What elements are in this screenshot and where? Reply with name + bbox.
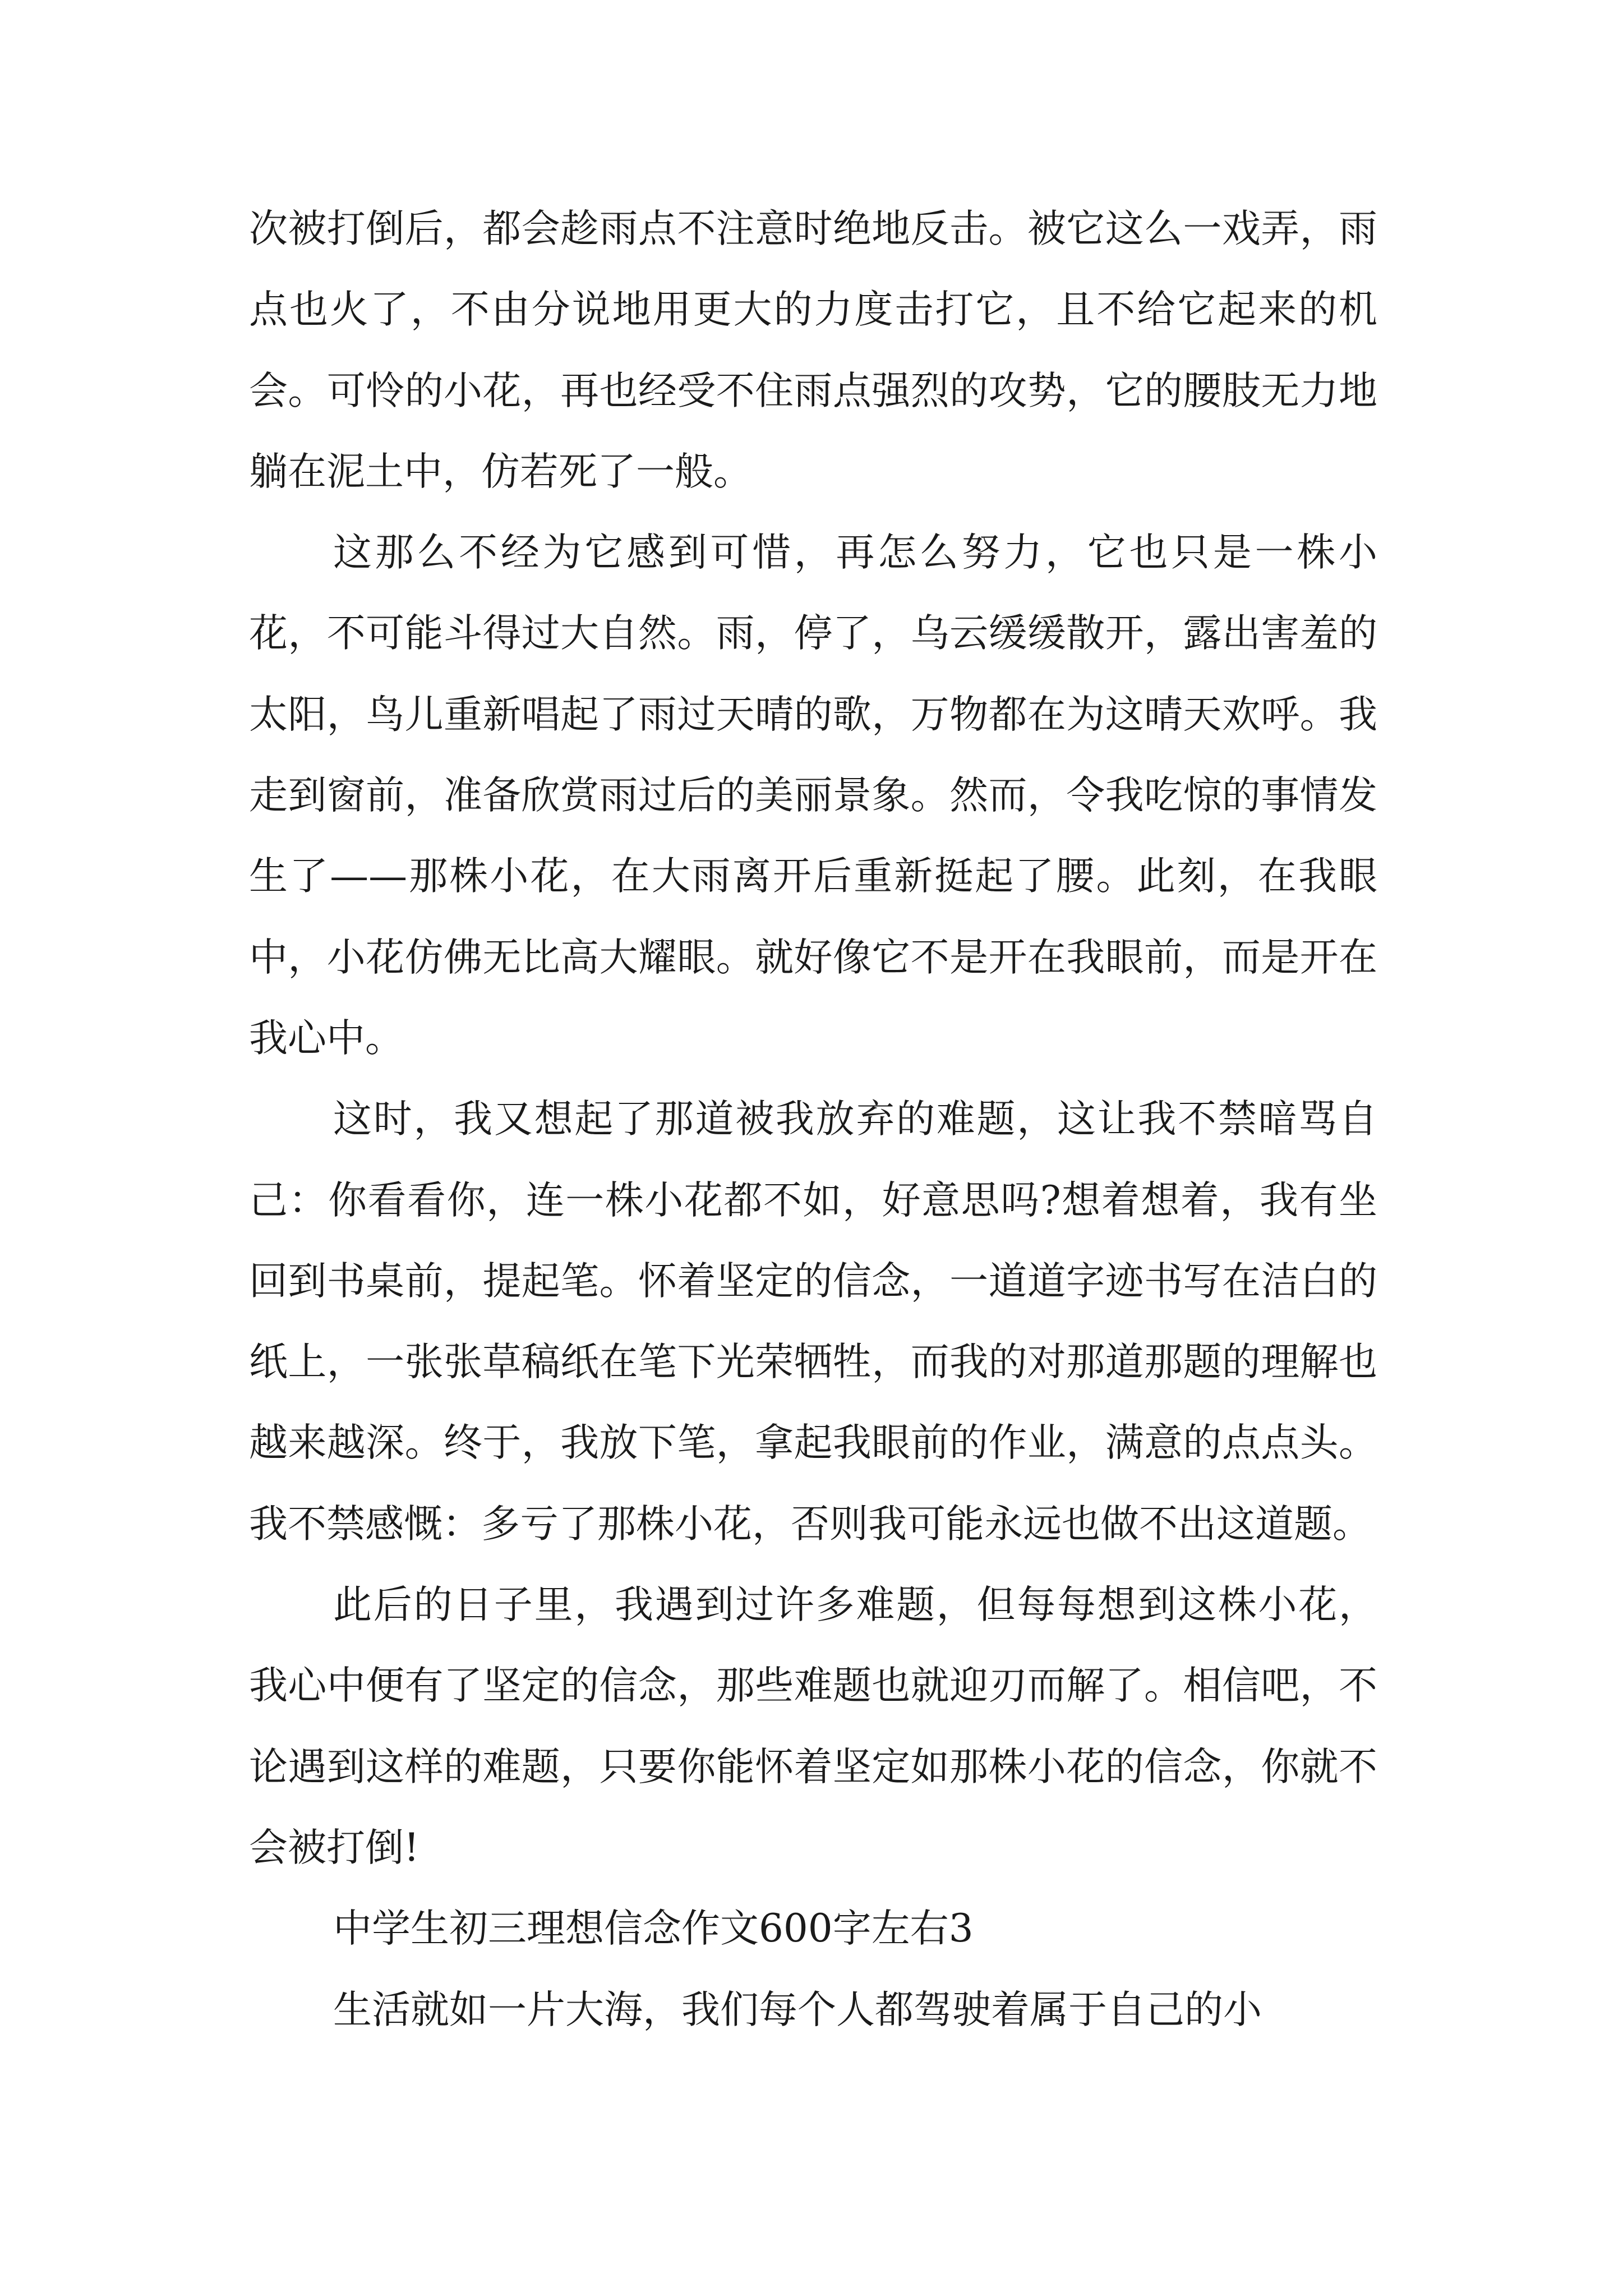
paragraph-2: 这那么不经为它感到可惜，再怎么努力，它也只是一株小花，不可能斗得过大自然。雨，停了，乌云缓缓散开，露出害羞的太阳，鸟儿重新唱起了雨过天晴的歌，万物都在为这晴天欢呼。我走到窗前，准备欣赏雨过后的美丽景象。然而，令我吃惊的事情发生了——那株小花，在大雨离开后重新挺起了腰。此刻，在我眼中，小花仿佛无比高大耀眼。就好像它不是开在我眼前，而是开在我心中。 — [249, 530, 1377, 1061]
paragraph-1: 次被打倒后，都会趁雨点不注意时绝地反击。被它这么一戏弄，雨点也火了，不由分说地用更大的力度击打它，且不给它起来的机会。可怜的小花，再也经受不住雨点强烈的攻势，它的腰肢无力地躺在泥土中，仿若死了一般。 — [249, 206, 1377, 494]
paragraph-3: 这时，我又想起了那道被我放弃的难题，这让我不禁暗骂自己：你看看你，连一株小花都不如，好意思吗?想着想着，我有坐回到书桌前，提起笔。怀着坚定的信念，一道道字迹书写在洁白的纸上，一张张草稿纸在笔下光荣牺牲，而我的对那道那题的理解也越来越深。终于，我放下笔，拿起我眼前的作业，满意的点点头。我不禁感慨：多亏了那株小花，否则我可能永远也做不出这道题。 — [249, 1097, 1377, 1547]
paragraph-5: 生活就如一片大海，我们每个人都驾驶着属于自己的小 — [333, 1987, 1262, 2032]
paragraph-4: 此后的日子里，我遇到过许多难题，但每每想到这株小花，我心中便有了坚定的信念，那些难题也就迎刃而解了。相信吧，不论遇到这样的难题，只要你能怀着坚定如那株小花的信念，你就不会被打倒! — [249, 1582, 1377, 1870]
document-body — [249, 188, 1377, 2050]
section-heading: 中学生初三理想信念作文600字左右3 — [333, 1906, 974, 1952]
